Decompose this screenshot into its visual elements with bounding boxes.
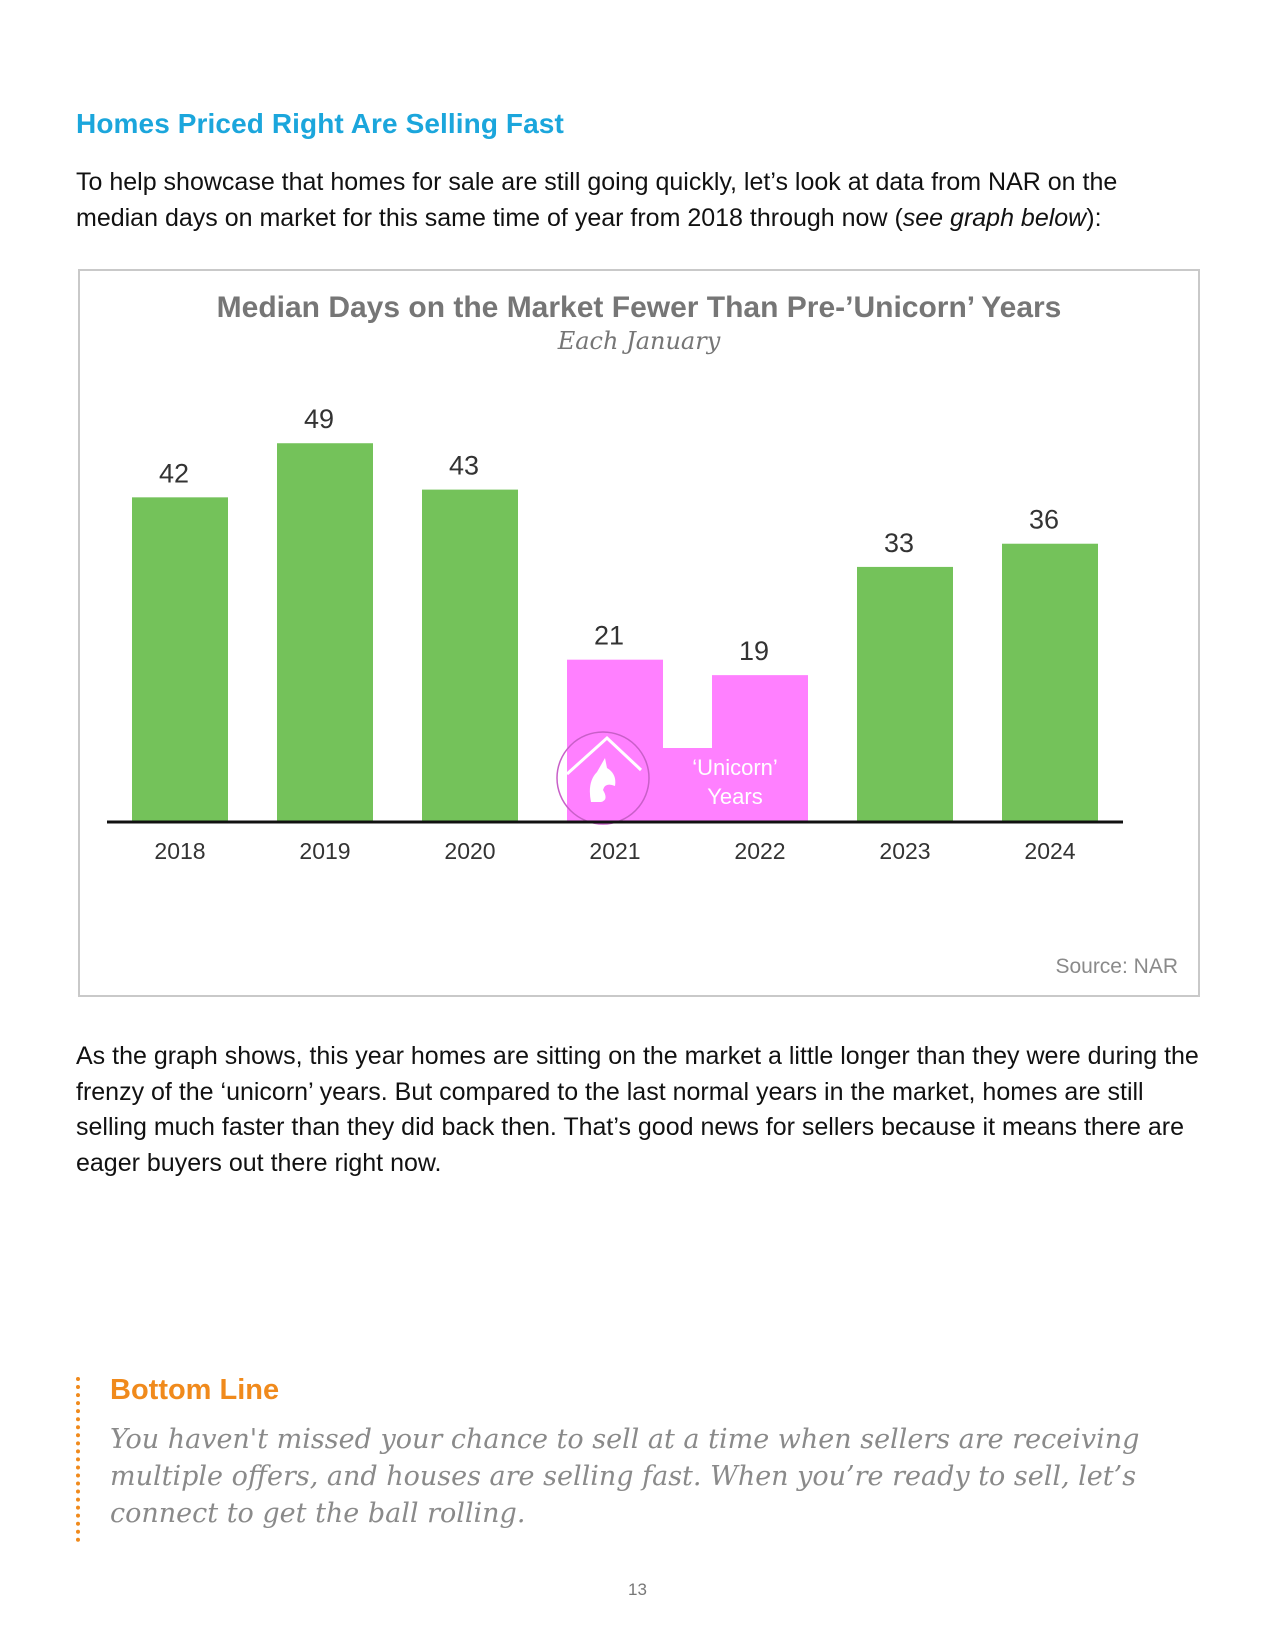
unicorn-years-label: ‘Unicorn’ [692,755,778,780]
bar-2018 [132,497,228,822]
tick-label-2021: 2021 [589,838,641,864]
explanation-paragraph: As the graph shows, this year homes are sitting on the market a little longer than they were during the frenzy of the ‘unicorn’ years. But compared to the last normal years in the market, homes are still selling much faster than they did back then. That’s good news for sellers because it means there are eager buyers out there right now. [76,1042,1199,1177]
data-label-2023: 33 [883,527,915,558]
page-number: 13 [628,1580,647,1599]
bar-2019 [277,443,373,822]
tick-label-2024: 2024 [1024,838,1076,864]
intro-paragraph [76,165,1206,236]
tick-label-2019: 2019 [299,838,351,864]
chart-container [78,269,1200,997]
intro-text-end: ): [1086,203,1102,232]
data-label-2018: 42 [158,458,190,489]
bottom-line-title: Bottom Line [110,1374,280,1406]
bar-2021 [567,660,663,822]
section-heading: Homes Priced Right Are Selling Fast [76,108,564,139]
bottom-line-text: You haven't missed your chance to sell at a time when sellers are receiving multiple offers, and houses are selling fast. When you’re ready to sell, let’s connect to get the ball rolling. [110,1424,1140,1529]
chart-title: Median Days on the Market Fewer Than Pre-’Unicorn’ Years [216,291,1062,324]
bar-2023 [857,567,953,822]
bar-chart [80,271,1198,995]
data-label-2022: 19 [738,636,770,667]
chart-subtitle: Each January [557,327,721,355]
intro-text-start: To help showcase that homes for sale are still going quickly, let’s look at data from NAR on the median days on market for this same time of year from 2018 through now ( [76,168,1118,232]
unicorn-years-label: Years [707,784,763,809]
data-label-2021: 21 [593,620,625,651]
data-label-2024: 36 [1028,504,1060,535]
data-label-2019: 49 [303,404,335,435]
intro-text-italic: see graph below [902,203,1087,232]
bottom-line-callout [76,1374,1176,1542]
chart-source: Source: NAR [1055,955,1178,978]
tick-label-2022: 2022 [734,838,786,864]
data-label-2020: 43 [448,450,480,481]
bar-2024 [1002,544,1098,822]
tick-label-2018: 2018 [154,838,206,864]
bar-2020 [422,490,518,822]
tick-label-2020: 2020 [444,838,496,864]
tick-label-2023: 2023 [879,838,931,864]
